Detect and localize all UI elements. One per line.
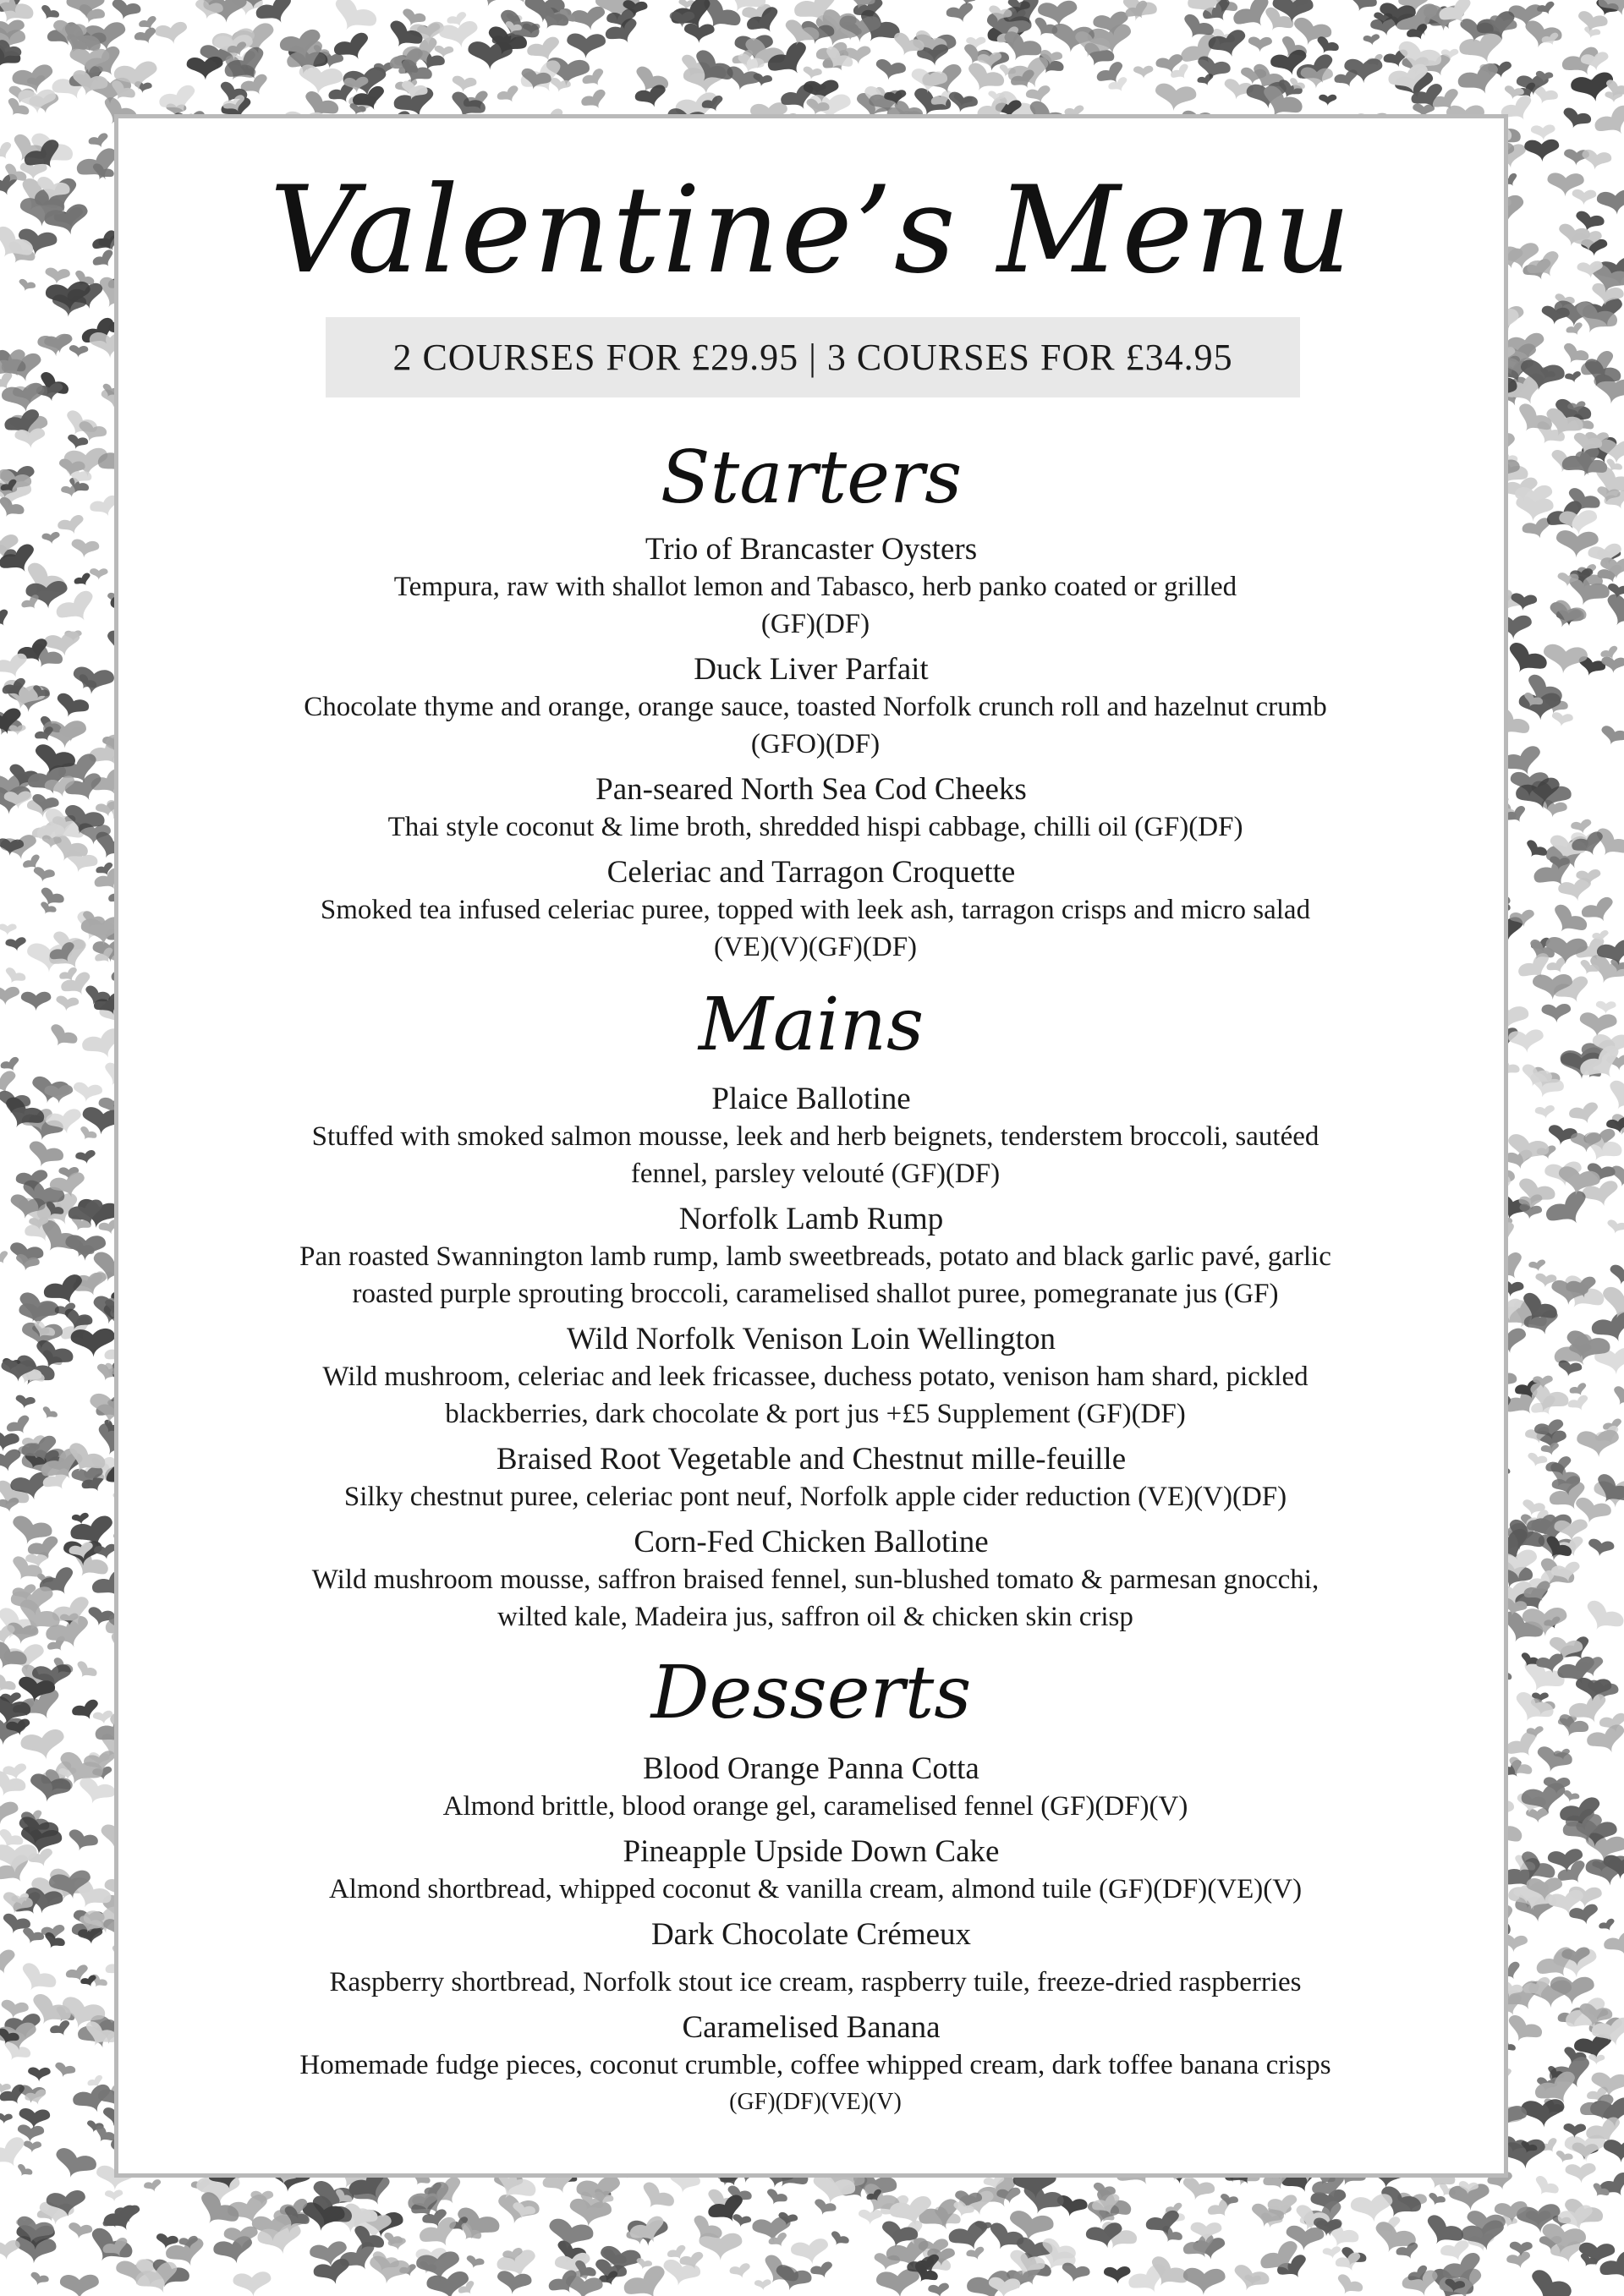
description-line: (VE)(V)(GF)(DF) [713, 932, 918, 962]
heart-icon [0, 1497, 20, 1513]
heart-icon [567, 33, 606, 58]
heart-icon [1322, 2246, 1341, 2260]
heart-icon [1580, 149, 1612, 173]
heart-icon [52, 2061, 76, 2080]
menu-item-description [169, 1871, 1462, 1908]
heart-icon [1506, 2250, 1533, 2271]
heart-icon [1522, 838, 1549, 863]
heart-icon [1363, 34, 1380, 47]
heart-icon [1585, 1723, 1624, 1760]
menu-panel [114, 114, 1508, 2178]
heart-icon [1605, 1219, 1624, 1236]
heart-icon [965, 2246, 986, 2263]
heart-icon [1565, 321, 1585, 338]
description-line: blackberries, dark chocolate & port jus +£5 Supplement (GF)(DF) [445, 1399, 1186, 1429]
heart-icon [1350, 2193, 1396, 2225]
heart-icon [1346, 0, 1379, 16]
heart-icon [1526, 1452, 1549, 1470]
heart-icon [1556, 1359, 1583, 1378]
heart-icon [495, 2270, 532, 2296]
menu-item-name: Blood Orange Panna Cotta [643, 1751, 979, 1786]
menu-item-description [169, 1561, 1462, 1636]
heart-icon [1550, 711, 1573, 727]
heart-icon [1, 381, 48, 415]
menu-item-name: Wild Norfolk Venison Loin Wellington [567, 1322, 1056, 1356]
heart-icon [1598, 1917, 1617, 1934]
heart-icon [14, 1960, 58, 1999]
heart-icon [14, 1395, 36, 1411]
description-line: Raspberry shortbread, Norfolk stout ice cream, raspberry tuile, freeze-dried raspberries [329, 1967, 1302, 1997]
menu-item-description [169, 1788, 1462, 1825]
menu-item-description [169, 1238, 1462, 1312]
heart-icon [109, 0, 142, 24]
heart-icon [874, 58, 908, 84]
heart-icon [37, 901, 58, 918]
heart-icon [754, 2279, 772, 2291]
menu-item-name: Dark Chocolate Crémeux [650, 1917, 972, 1952]
heart-icon [41, 531, 61, 545]
heart-icon [1319, 95, 1336, 107]
heart-icon [1565, 2162, 1597, 2184]
heart-icon [1534, 1104, 1555, 1120]
heart-icon [1179, 2176, 1216, 2205]
heart-icon [1598, 725, 1624, 749]
menu-item-name: Celeriac and Tarragon Croquette [606, 855, 1016, 890]
heart-icon [57, 513, 87, 538]
heart-icon [44, 267, 70, 286]
heart-icon [764, 2188, 789, 2209]
heart-icon [1332, 2272, 1364, 2296]
description-line: wilted kale, Madeira jus, saffron oil & chicken skin crisp [497, 1602, 1133, 1632]
heart-icon [875, 2268, 922, 2296]
menu-item-name: Trio of Brancaster Oysters [645, 532, 978, 567]
heart-icon [52, 692, 91, 723]
heart-icon [928, 2282, 951, 2296]
heart-icon [1248, 36, 1273, 52]
description-line: (GF)(DF) [760, 609, 870, 639]
heart-icon [1567, 1101, 1601, 1128]
heart-icon [1560, 107, 1593, 134]
heart-icon [1501, 640, 1550, 682]
heart-icon [731, 2213, 752, 2228]
description-line: Pan roasted Swannington lamb rump, lamb sweetbreads, potato and black garlic pavé, garlic [299, 1241, 1331, 1272]
heart-icon [1609, 1384, 1624, 1411]
heart-icon [28, 2271, 49, 2288]
heart-icon [0, 1250, 11, 1268]
heart-icon [326, 0, 380, 41]
description-line: Tempura, raw with shallot lemon and Tabasco, herb panko coated or grilled [393, 572, 1237, 602]
heart-icon [75, 1149, 97, 1165]
heart-icon [1426, 2192, 1446, 2208]
heart-icon [1601, 1077, 1624, 1120]
heart-icon [1133, 66, 1154, 79]
heart-icon [765, 39, 815, 85]
heart-icon [40, 1406, 59, 1422]
heart-icon [19, 1926, 45, 1948]
heart-icon [73, 1659, 99, 1683]
heart-icon [90, 568, 108, 580]
heart-icon [1563, 2123, 1586, 2139]
menu-item-name: Caramelised Banana [682, 2010, 941, 2045]
heart-icon [1578, 1012, 1617, 1038]
heart-icon [1528, 1259, 1547, 1274]
menu-item-name: Pan-seared North Sea Cod Cheeks [595, 772, 1027, 807]
description-line: Smoked tea infused celeriac puree, topped with leek ash, tarragon crisps and micro salad [320, 895, 1311, 925]
menu-item-description [169, 1118, 1462, 1192]
heart-icon [23, 2140, 41, 2153]
heart-icon [728, 2262, 752, 2281]
heart-icon [1564, 370, 1582, 384]
heart-icon [70, 539, 100, 560]
heart-icon [74, 1776, 117, 1810]
heart-icon [2, 966, 27, 988]
heart-icon [579, 88, 610, 114]
heart-icon [1579, 1597, 1624, 1640]
heart-icon [24, 1139, 65, 1173]
heart-icon [1603, 2140, 1624, 2163]
heart-icon [451, 75, 477, 94]
heart-icon [635, 2179, 677, 2217]
heart-icon [0, 706, 25, 739]
heart-icon [1059, 2261, 1090, 2285]
price-banner: 2 COURSES FOR £29.95 | 3 COURSES FOR £34.95 [326, 317, 1300, 397]
heart-icon [1568, 1903, 1601, 1927]
heart-icon [570, 5, 608, 33]
description-line: Almond brittle, blood orange gel, caramelised fennel (GF)(DF)(V) [442, 1791, 1188, 1822]
description-line: (GFO)(DF) [750, 729, 881, 759]
heart-icon [1524, 139, 1560, 162]
menu-item-name: Duck Liver Parfait [694, 652, 929, 687]
menu-title: Valentine’s Menu [269, 161, 1353, 300]
heart-icon [802, 66, 823, 81]
heart-icon [1182, 2267, 1226, 2295]
heart-icon [699, 2233, 742, 2260]
heart-icon [105, 2189, 123, 2202]
heart-icon [1546, 901, 1590, 942]
description-line: (GF)(DF)(VE)(V) [729, 2089, 902, 2115]
heart-icon [1587, 1538, 1615, 1559]
heart-icon [21, 992, 52, 1011]
heart-icon [1597, 2170, 1624, 2203]
description-line: Silky chestnut puree, celeriac pont neuf, Norfolk apple cider reduction (VE)(V)(DF) [343, 1482, 1287, 1512]
heart-icon [1541, 1004, 1571, 1023]
heart-icon [72, 1082, 103, 1104]
menu-item-description [169, 2047, 1462, 2121]
menu-item-description [169, 891, 1462, 966]
heart-icon [1596, 1001, 1616, 1015]
heart-icon [1596, 189, 1624, 216]
description-line: Wild mushroom, celeriac and leek fricassee, duchess potato, venison ham shard, pickled [322, 1362, 1309, 1392]
heart-icon [1503, 1132, 1551, 1170]
heart-icon [839, 15, 881, 42]
description-line: Almond shortbread, whipped coconut & vanilla cream, almond tuile (GF)(DF)(VE)(V) [328, 1874, 1303, 1904]
heart-icon [1592, 102, 1624, 144]
heart-icon [945, 2, 976, 26]
description-line: Homemade fudge pieces, coconut crumble, coffee whipped cream, dark toffee banana crisps [299, 2050, 1331, 2080]
heart-icon [1508, 1029, 1545, 1055]
description-line: Thai style coconut & lime broth, shredded hispi cabbage, chilli oil (GF)(DF) [387, 812, 1243, 842]
heart-icon [73, 572, 93, 589]
heart-icon [1554, 2150, 1573, 2166]
menu-item-description [169, 1964, 1462, 2001]
menu-item-name: Braised Root Vegetable and Chestnut mille-feuille [496, 1442, 1127, 1477]
heart-icon [14, 2163, 34, 2180]
description-line: Chocolate thyme and orange, orange sauce, toasted Norfolk crunch roll and hazelnut crumb [304, 692, 1327, 722]
heart-icon [0, 1948, 20, 1980]
heart-icon [17, 278, 36, 294]
heart-icon [1550, 1976, 1594, 2005]
menu-item-description [169, 1478, 1462, 1515]
heart-icon [811, 2198, 837, 2219]
heart-icon [67, 2222, 93, 2241]
heart-icon [143, 2178, 163, 2195]
heart-icon [1607, 1263, 1624, 1288]
heart-icon [32, 866, 56, 884]
heart-icon [1572, 189, 1596, 205]
heart-icon [0, 1801, 19, 1824]
menu-item-name: Corn-Fed Chicken Ballotine [634, 1525, 989, 1559]
section-title-starters: Starters [660, 436, 963, 520]
section-title-desserts: Desserts [650, 1651, 972, 1735]
menu-item-description [169, 688, 1462, 763]
heart-icon [1602, 1930, 1624, 1960]
heart-icon [37, 333, 73, 358]
heart-icon [65, 1827, 100, 1855]
heart-icon [827, 2230, 850, 2250]
heart-icon [1521, 2099, 1566, 2129]
heart-icon [1104, 2266, 1132, 2285]
heart-icon [0, 923, 17, 935]
description-line: roasted purple sprouting broccoli, caramelised shallot puree, pomegranate jus (GF) [352, 1279, 1279, 1309]
heart-icon [683, 24, 714, 44]
heart-icon [133, 26, 159, 47]
menu-item-description [169, 1358, 1462, 1433]
heart-icon [154, 20, 189, 47]
heart-icon [0, 140, 16, 165]
heart-icon [1523, 2267, 1574, 2296]
heart-icon [1557, 877, 1594, 905]
heart-icon [233, 2271, 272, 2296]
menu-item-name: Pineapple Upside Down Cake [623, 1834, 1000, 1869]
heart-icon [0, 608, 13, 632]
heart-icon [71, 1512, 90, 1526]
heart-icon [0, 2113, 13, 2125]
heart-icon [1153, 82, 1197, 113]
heart-icon [65, 434, 89, 452]
description-line: Wild mushroom mousse, saffron braised fennel, sun-blushed tomato & parmesan gnocchi, [311, 1564, 1320, 1595]
heart-icon [1566, 1394, 1591, 1415]
menu-item-description [169, 568, 1462, 643]
heart-icon [859, 2210, 882, 2225]
heart-icon [0, 987, 19, 1006]
heart-icon [0, 2239, 21, 2261]
description-line: fennel, parsley velouté (GF)(DF) [630, 1159, 1001, 1189]
heart-icon [1530, 2174, 1561, 2202]
menu-item-description [169, 808, 1462, 846]
heart-icon [45, 1022, 80, 1053]
heart-icon [28, 2067, 51, 2082]
heart-icon [55, 995, 80, 1013]
heart-icon [464, 2255, 485, 2271]
heart-icon [51, 2145, 99, 2184]
heart-icon [69, 345, 88, 359]
heart-icon [186, 56, 223, 80]
menu-item-name: Norfolk Lamb Rump [678, 1202, 944, 1236]
heart-icon [1541, 643, 1588, 676]
heart-icon [496, 84, 523, 107]
heart-icon [70, 1698, 102, 1725]
heart-icon [60, 2275, 99, 2296]
heart-icon [1531, 124, 1556, 141]
heart-icon [87, 132, 111, 151]
heart-icon [5, 936, 28, 952]
description-line: Stuffed with smoked salmon mousse, leek and herb beignets, tenderstem broccoli, sautéed [311, 1121, 1320, 1152]
heart-icon [49, 2019, 74, 2041]
menu-item-name: Plaice Ballotine [711, 1082, 911, 1116]
section-title-mains: Mains [698, 983, 924, 1067]
heart-icon [809, 2260, 836, 2282]
heart-icon [77, 1125, 98, 1143]
